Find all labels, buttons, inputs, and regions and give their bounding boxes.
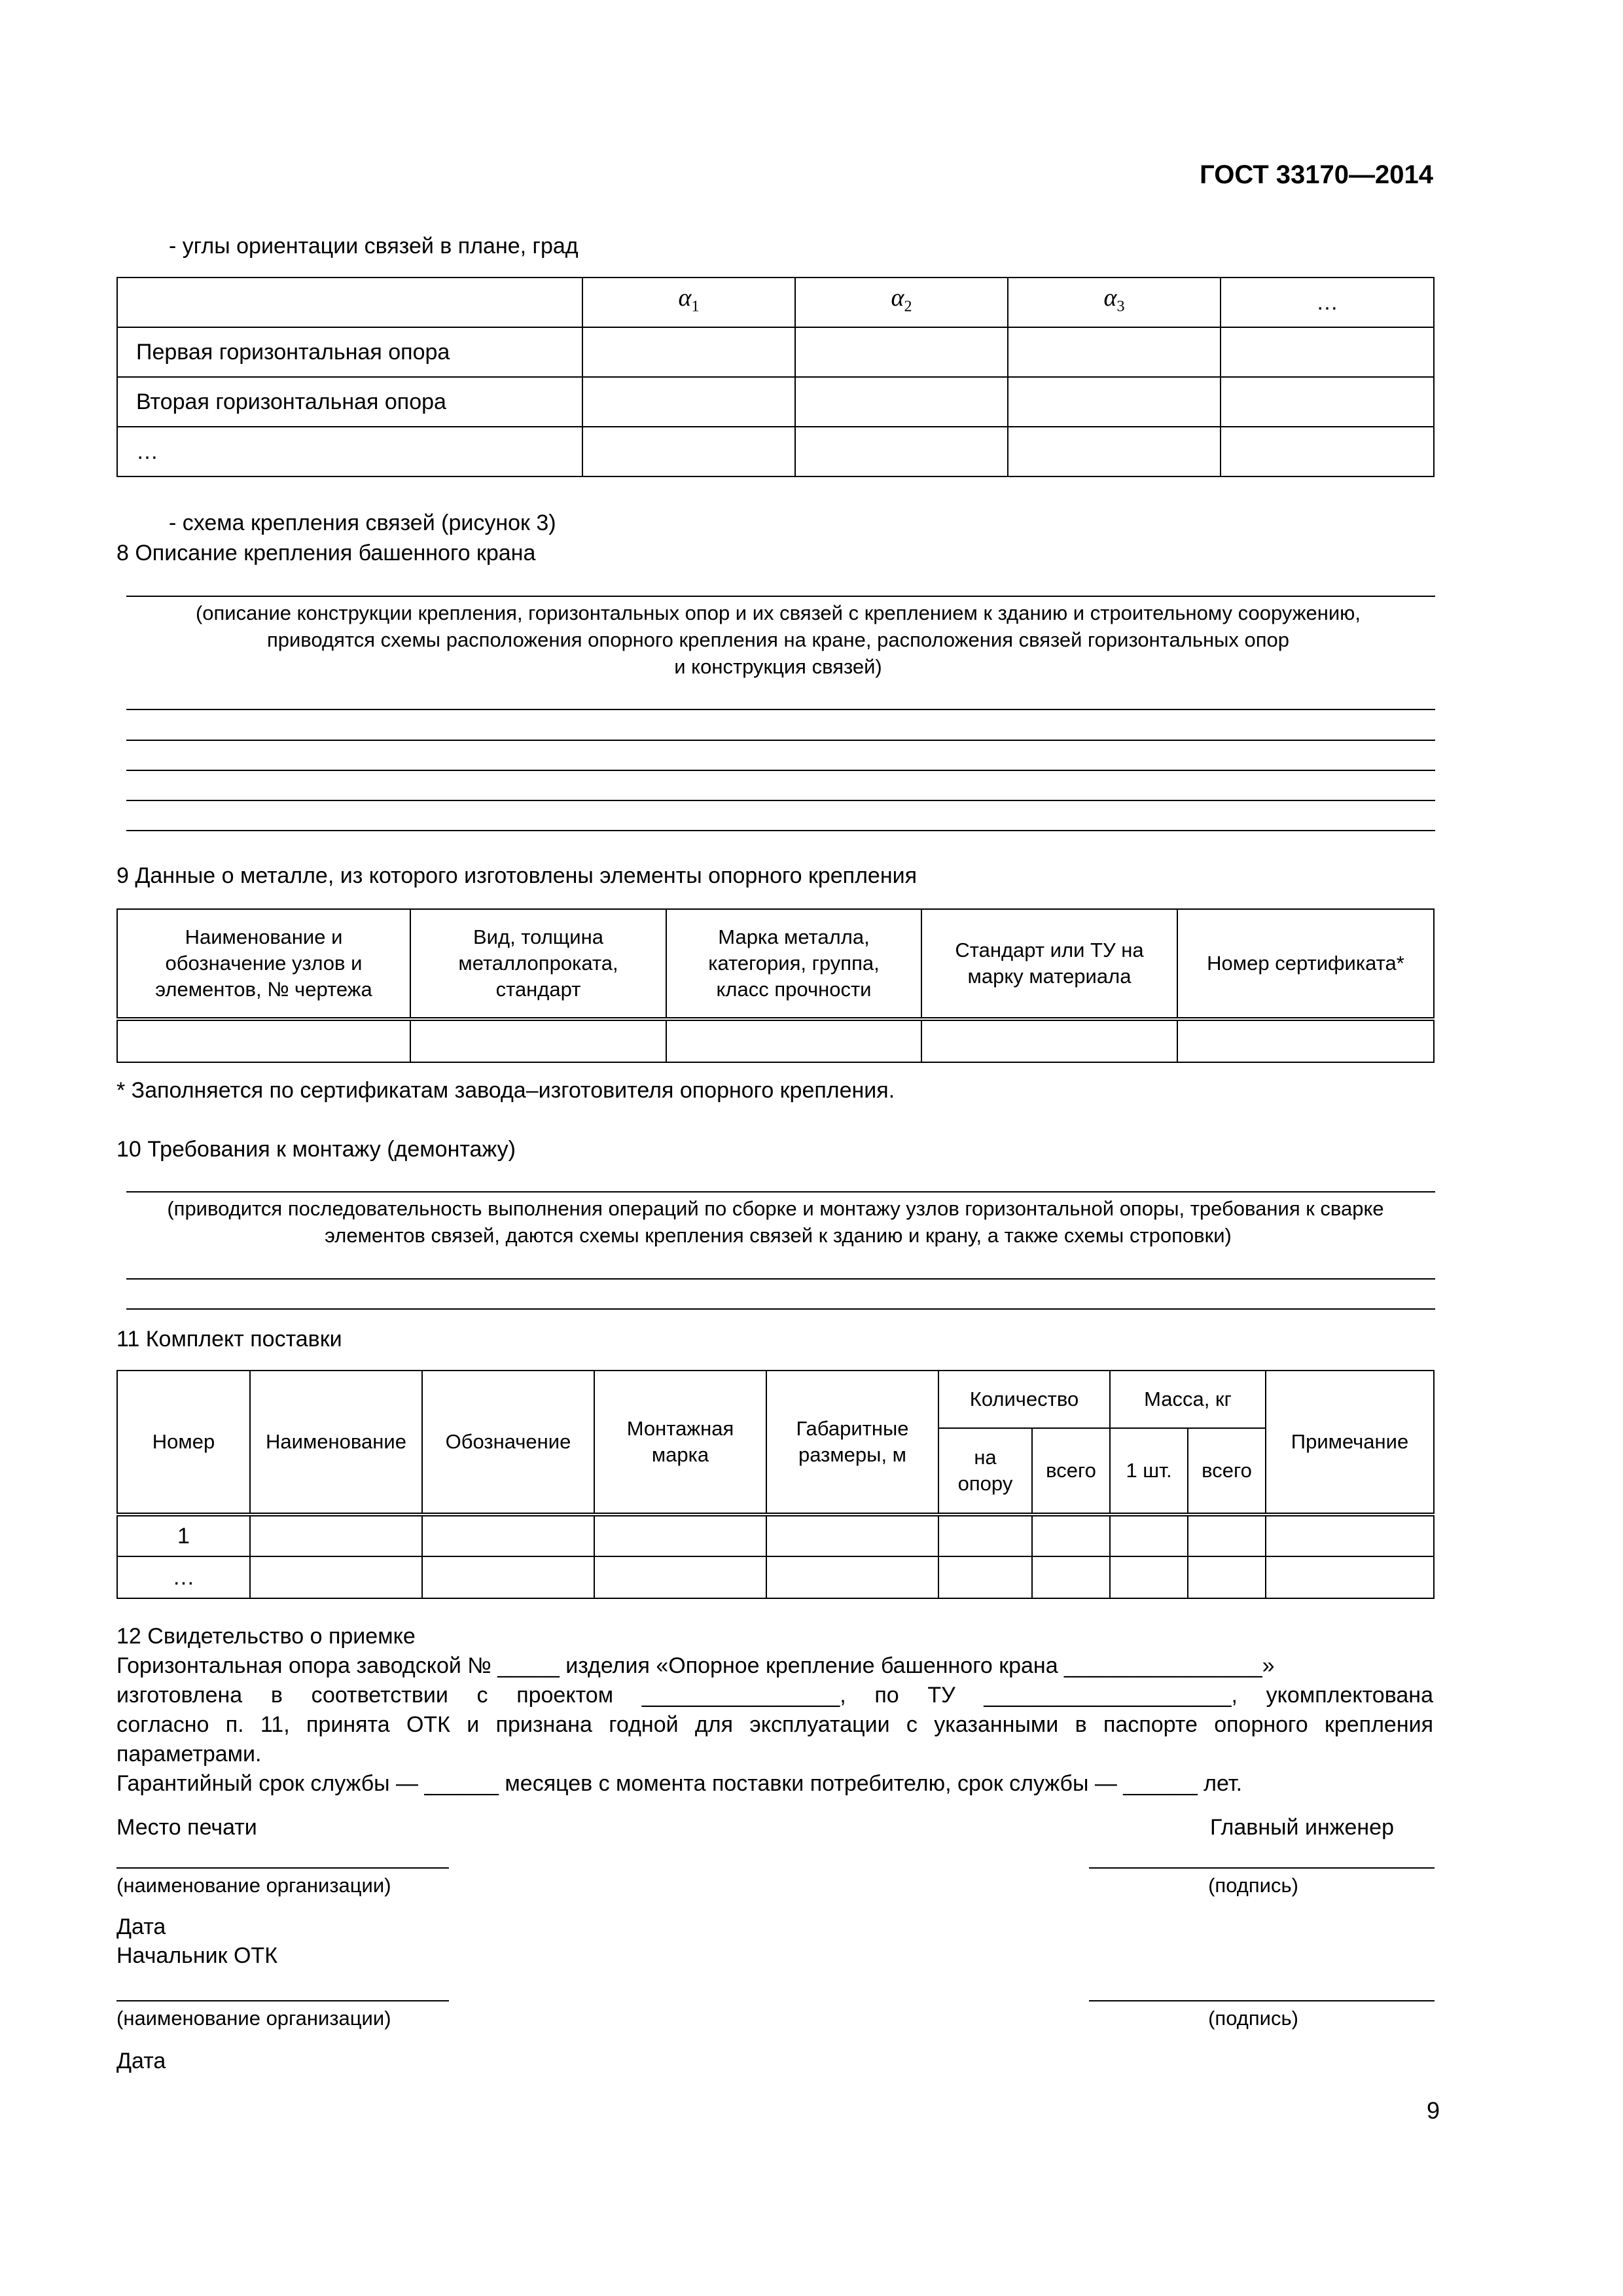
- col-header-qty-total: всего: [1032, 1428, 1110, 1515]
- col-header-number: Номер: [117, 1371, 250, 1515]
- section-8-note-2: приводятся схемы расположения опорного крепления на кране, расположения связей горизонтальных опор: [266, 628, 1290, 651]
- col-header-quantity: Количество: [938, 1371, 1110, 1428]
- fill-line[interactable]: [126, 830, 1435, 831]
- col-header-mass-one: 1 шт.: [1110, 1428, 1188, 1515]
- row-label: …: [117, 427, 582, 476]
- section-8-note-1: (описание конструкции крепления, горизонтальных опор и их связей с креплением к зданию и строительному сооружению,: [195, 601, 1361, 624]
- table-cell[interactable]: [1032, 1515, 1110, 1556]
- table-cell[interactable]: [410, 1019, 666, 1062]
- table-cell[interactable]: [1008, 327, 1221, 377]
- table-cell[interactable]: [1110, 1515, 1188, 1556]
- document-id: ГОСТ 33170—2014: [1200, 160, 1433, 189]
- delivery-header-row-1: [117, 1371, 1434, 1428]
- fill-line[interactable]: [126, 800, 1435, 801]
- acceptance-line-5: Гарантийный срок службы — ______ месяцев с момента поставки потребителю, срок службы — ______ лет.: [116, 1771, 1243, 1796]
- table-cell[interactable]: [1008, 377, 1221, 427]
- table-cell[interactable]: [795, 327, 1008, 377]
- table-cell[interactable]: [594, 1515, 766, 1556]
- angles-table: [116, 277, 1435, 477]
- col-header-dimensions: Габаритные размеры, м: [766, 1371, 938, 1515]
- table-cell[interactable]: [422, 1515, 594, 1556]
- table-cell[interactable]: [422, 1556, 594, 1598]
- table-cell[interactable]: [666, 1019, 921, 1062]
- table-cell[interactable]: [582, 427, 795, 476]
- table-row: [117, 1019, 1434, 1062]
- alpha-2-header: $\alpha_2$: [795, 278, 1008, 327]
- table-cell[interactable]: [921, 1019, 1177, 1062]
- col-header-mass: Масса, кг: [1110, 1371, 1266, 1428]
- row-label: Вторая горизонтальная опора: [117, 377, 582, 427]
- section-11-title: 11 Комплект поставки: [116, 1327, 342, 1352]
- table-cell[interactable]: [582, 327, 795, 377]
- table-cell[interactable]: [582, 377, 795, 427]
- row-label: Первая горизонтальная опора: [117, 327, 582, 377]
- table-cell[interactable]: [1266, 1515, 1434, 1556]
- date-label: Дата: [116, 1914, 166, 1939]
- fill-line[interactable]: [126, 1278, 1435, 1280]
- table-cell[interactable]: [250, 1515, 422, 1556]
- table-row: [117, 327, 1434, 377]
- fill-line[interactable]: [126, 770, 1435, 771]
- col-header-standard: Стандарт или ТУ на марку материала: [921, 909, 1177, 1019]
- table-cell[interactable]: [1110, 1556, 1188, 1598]
- table-cell[interactable]: [1221, 427, 1434, 476]
- date-label: Дата: [116, 2049, 166, 2073]
- section-10-note-2: элементов связей, даются схемы крепления связей к зданию и крану, а также схемы строповки): [325, 1224, 1232, 1247]
- org-name-caption: (наименование организации): [116, 2007, 391, 2030]
- table-cell[interactable]: [1008, 427, 1221, 476]
- section-8-note-3: и конструкция связей): [674, 655, 882, 678]
- row-number: …: [117, 1556, 250, 1598]
- stamp-place-label: Место печати: [116, 1815, 257, 1840]
- angles-header-empty: [117, 278, 582, 327]
- fill-line: [126, 596, 1435, 597]
- metal-header-row: [117, 909, 1434, 1019]
- col-header-remark: Примечание: [1266, 1371, 1434, 1515]
- table-cell[interactable]: [766, 1556, 938, 1598]
- table-cell[interactable]: [1221, 377, 1434, 427]
- org-name-line[interactable]: [116, 1867, 449, 1869]
- scheme-line: - схема крепления связей (рисунок 3): [169, 511, 556, 535]
- signature-line[interactable]: [1089, 1867, 1435, 1869]
- table-cell[interactable]: [1188, 1515, 1266, 1556]
- acceptance-line-1: Горизонтальная опора заводской № _____ изделия «Опорное крепление башенного крана ________________»: [116, 1653, 1275, 1678]
- table-cell[interactable]: [795, 427, 1008, 476]
- org-name-line[interactable]: [116, 2000, 449, 2001]
- col-header-element: Наименование и обозначение узлов и элементов, № чертежа: [117, 909, 410, 1019]
- fill-line[interactable]: [126, 1308, 1435, 1310]
- chief-engineer-label: Главный инженер: [1210, 1815, 1394, 1840]
- angles-intro: - углы ориентации связей в плане, град: [169, 234, 579, 259]
- table-cell[interactable]: [250, 1556, 422, 1598]
- table-cell[interactable]: [938, 1515, 1032, 1556]
- table-row: [117, 377, 1434, 427]
- fill-line[interactable]: [126, 740, 1435, 741]
- table-cell[interactable]: [117, 1019, 410, 1062]
- acceptance-line-4: параметрами.: [116, 1742, 262, 1767]
- acceptance-line-3: согласно п. 11, принята ОТК и признана годной для эксплуатации с указанными в паспорте опорного крепления: [116, 1712, 1433, 1737]
- fill-line[interactable]: [126, 1191, 1435, 1193]
- table-cell[interactable]: [1266, 1556, 1434, 1598]
- fill-line[interactable]: [126, 709, 1435, 710]
- col-header-mounting-mark: Монтажная марка: [594, 1371, 766, 1515]
- table-row: [117, 427, 1434, 476]
- table-cell[interactable]: [1177, 1019, 1434, 1062]
- footnote: * Заполняется по сертификатам завода–изготовителя опорного крепления.: [116, 1078, 895, 1103]
- acceptance-line-2: изготовлена в соответствии с проектом ________________, по ТУ ____________________, укомплектована: [116, 1683, 1433, 1708]
- row-number: 1: [117, 1515, 250, 1556]
- col-header-name: Наименование: [250, 1371, 422, 1515]
- table-row: [117, 1556, 1434, 1598]
- table-cell[interactable]: [1221, 327, 1434, 377]
- col-header-mass-total: всего: [1188, 1428, 1266, 1515]
- signature-line[interactable]: [1089, 2000, 1435, 2001]
- col-header-qty-per-support: на опору: [938, 1428, 1032, 1515]
- signature-caption: (подпись): [1208, 1874, 1298, 1897]
- table-cell[interactable]: [1188, 1556, 1266, 1598]
- col-header-rolled-metal: Вид, толщина металлопроката, стандарт: [410, 909, 666, 1019]
- col-header-designation: Обозначение: [422, 1371, 594, 1515]
- delivery-set-table: [116, 1370, 1435, 1599]
- angles-header-row: [117, 278, 1434, 327]
- signature-caption: (подпись): [1208, 2007, 1298, 2030]
- alpha-3-header: $\alpha_3$: [1008, 278, 1221, 327]
- table-cell[interactable]: [795, 377, 1008, 427]
- table-cell[interactable]: [938, 1556, 1032, 1598]
- section-8-title: 8 Описание крепления башенного крана: [116, 541, 536, 565]
- table-row: [117, 1515, 1434, 1556]
- section-10-title: 10 Требования к монтажу (демонтажу): [116, 1137, 516, 1162]
- table-cell[interactable]: [766, 1515, 938, 1556]
- org-name-caption: (наименование организации): [116, 1874, 391, 1897]
- table-cell[interactable]: [1032, 1556, 1110, 1598]
- page-number: 9: [1426, 2097, 1440, 2124]
- more-columns-header: …: [1221, 278, 1434, 327]
- metal-data-table: [116, 908, 1435, 1063]
- col-header-steel-grade: Марка металла, категория, группа, класс прочности: [666, 909, 921, 1019]
- table-cell[interactable]: [594, 1556, 766, 1598]
- section-12-title: 12 Свидетельство о приемке: [116, 1624, 416, 1649]
- col-header-certificate: Номер сертификата*: [1177, 909, 1434, 1019]
- alpha-1-header: $\alpha_1$: [582, 278, 795, 327]
- qc-head-label: Начальник ОТК: [116, 1943, 278, 1968]
- section-10-note-1: (приводится последовательность выполнения операций по сборке и монтажу узлов горизонтальной опоры, требования к сварке: [167, 1197, 1384, 1220]
- section-9-title: 9 Данные о металле, из которого изготовлены элементы опорного крепления: [116, 863, 918, 888]
